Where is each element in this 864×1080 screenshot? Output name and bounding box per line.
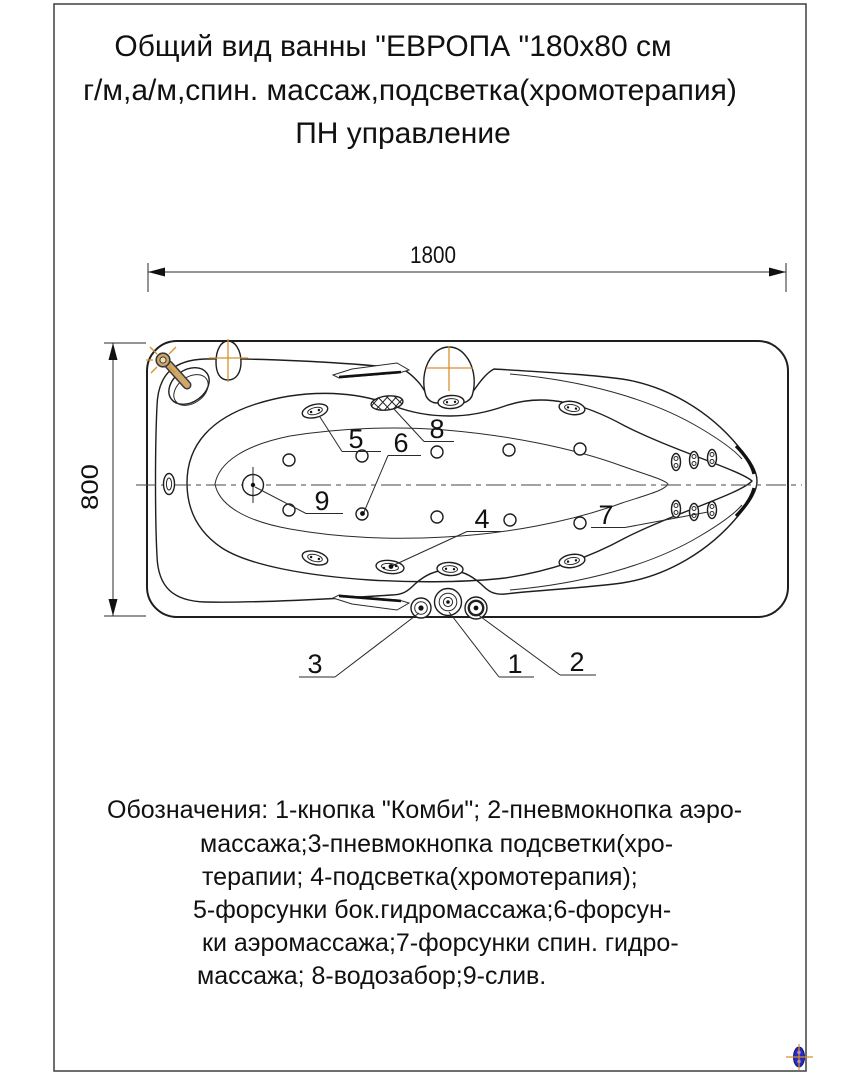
dim-width-label: 1800: [410, 242, 456, 269]
spinal-jet: [672, 501, 681, 518]
page-title-line1: Общий вид ванны "ЕВРОПА "180х80 см: [114, 30, 672, 63]
aero-jet: [504, 514, 516, 526]
callout-label: 8: [429, 414, 445, 444]
legend-line: ки аэромассажа;7-форсунки спин. гидро-: [202, 929, 679, 957]
aero-jet: [574, 443, 586, 455]
legend-line: терапии; 4-подсветка(хромотерапия);: [202, 863, 638, 891]
spinal-jet: [690, 452, 699, 469]
button-combi: [435, 589, 462, 616]
callout-label: 5: [348, 424, 364, 454]
button-light: [411, 598, 431, 618]
overflow-drain: [164, 474, 175, 495]
aero-jet: [283, 454, 295, 466]
callout-label: 2: [569, 647, 585, 677]
spinal-jet: [708, 450, 717, 467]
spinal-jet: [708, 502, 717, 519]
legend-line: массажа; 8-водозабор;9-слив.: [197, 962, 547, 990]
button-aero: [465, 597, 487, 619]
callout-label: 7: [598, 500, 614, 530]
aero-jet: [503, 444, 515, 456]
callout-label: 6: [393, 428, 409, 458]
legend-line: 5-форсунки бок.гидромассажа;6-форсун-: [193, 896, 672, 924]
legend-line: массажа;3-пневмокнопка подсветки(хро-: [200, 830, 674, 858]
dim-height-label: 800: [77, 469, 104, 510]
callout-label: 9: [314, 486, 330, 516]
spinal-jet: [672, 454, 681, 471]
legend-line: Обозначения: 1-кнопка "Комби"; 2-пневмокнопка аэро-: [107, 796, 743, 824]
page-title-line2: г/м,а/м,спин. массаж,подсветка(хромотерапия): [83, 74, 737, 107]
spinal-jet: [690, 504, 699, 521]
callout-label: 3: [307, 649, 323, 679]
aero-jet: [431, 511, 443, 523]
callout-label: 1: [507, 649, 523, 679]
aero-jet: [283, 504, 295, 516]
page-title-line3: ПН управление: [295, 117, 511, 150]
aero-jet: [431, 446, 443, 458]
callout-label: 4: [474, 504, 490, 534]
aero-jet: [574, 517, 586, 529]
